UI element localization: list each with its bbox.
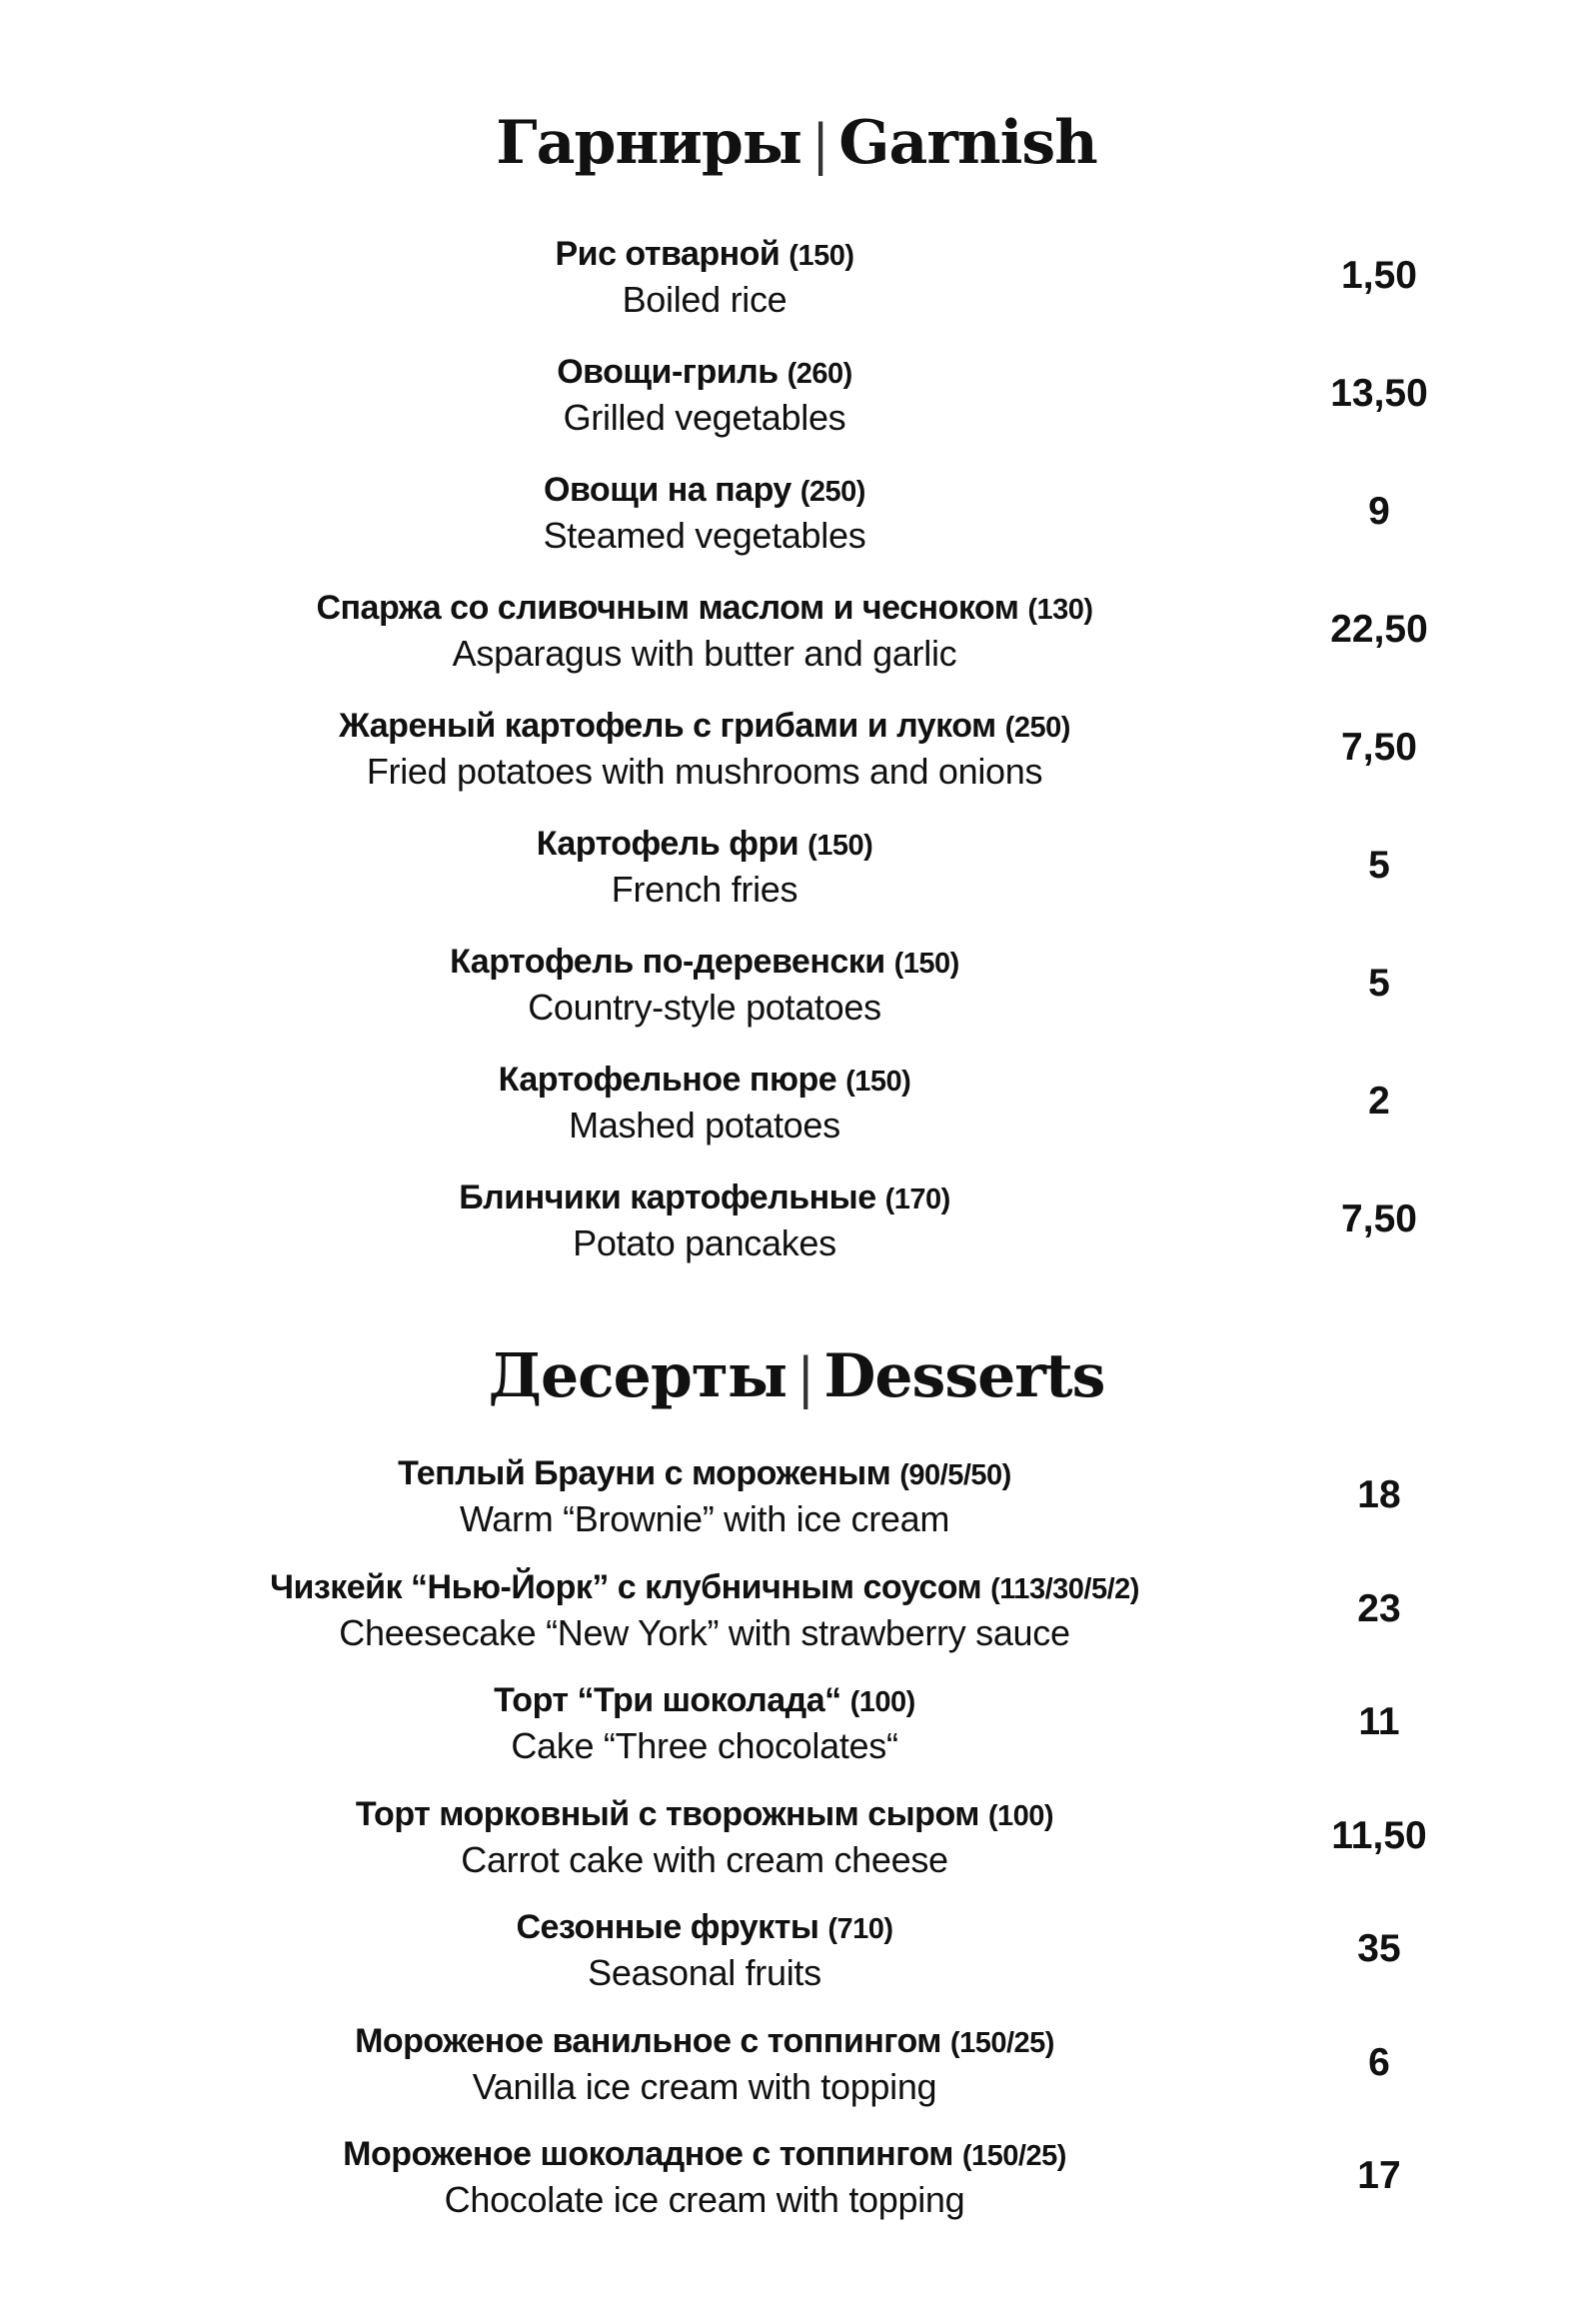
item-name-line (205, 1565, 1204, 1611)
item-weight: (130) (1027, 594, 1093, 626)
item-name: Сезонные фрукты (516, 1908, 819, 1946)
menu-item (0, 232, 1593, 350)
item-weight: (150/25) (949, 2026, 1054, 2059)
item-name: Торт “Три шоколада“ (494, 1681, 841, 1719)
title-separator: | (796, 1346, 814, 1409)
item-price: 23 (1357, 1586, 1401, 1630)
item-weight: (90/5/50) (899, 1459, 1011, 1491)
item-name-line (205, 1175, 1204, 1221)
menu-item (0, 1678, 1593, 1792)
item-price: 5 (1368, 962, 1390, 1005)
item-description: Boiled rice (622, 279, 788, 320)
item-description: Carrot cake with cream cheese (461, 1838, 948, 1880)
item-description: French fries (611, 869, 798, 910)
item-name: Мороженое шоколадное с топпингом (343, 2135, 953, 2173)
item-name: Блинчики картофельные (459, 1178, 876, 1216)
item-price: 5 (1368, 844, 1390, 887)
item-name-line (205, 2019, 1204, 2065)
item-weight: (150/25) (961, 2140, 1066, 2172)
item-description: Potato pancakes (573, 1222, 836, 1263)
item-name: Жареный картофель с грибами и луком (339, 707, 996, 745)
menu-item (0, 704, 1593, 822)
item-weight: (150) (789, 240, 854, 272)
menu-item (0, 940, 1593, 1058)
item-name-line (205, 468, 1204, 514)
item-price: 22,50 (1330, 608, 1428, 651)
item-text (205, 1451, 1204, 1541)
item-name: Чизкейк “Нью-Йорк” с клубничным соусом (270, 1567, 982, 1606)
item-weight: (710) (827, 1913, 893, 1945)
item-text (205, 232, 1204, 322)
item-price: 17 (1357, 2154, 1401, 2197)
menu-item (0, 1058, 1593, 1175)
item-name-line (205, 1451, 1204, 1497)
item-name: Теплый Брауни с мороженым (398, 1454, 891, 1492)
item-name-line (205, 1792, 1204, 1838)
item-name: Картофель фри (536, 825, 799, 863)
item-name: Рис отварной (555, 235, 781, 273)
section-title-desserts (0, 1341, 1593, 1411)
item-text (205, 1678, 1204, 1768)
item-price: 7,50 (1341, 1197, 1417, 1240)
item-description: Asparagus with butter and garlic (452, 633, 957, 674)
item-description: Vanilla ice cream with topping (472, 2065, 937, 2107)
item-weight: (260) (787, 358, 852, 390)
item-text (205, 822, 1204, 912)
menu-item (0, 350, 1593, 468)
item-price: 18 (1357, 1473, 1401, 1516)
item-text (205, 1058, 1204, 1148)
item-name: Овощи на пару (544, 471, 792, 509)
item-description: Grilled vegetables (563, 397, 846, 438)
item-text (205, 2019, 1204, 2109)
item-price: 7,50 (1341, 726, 1417, 769)
item-name-line (205, 940, 1204, 986)
item-text (205, 1792, 1204, 1882)
title-ru: Гарниры (496, 108, 802, 178)
item-weight: (100) (987, 1799, 1054, 1832)
item-price: 9 (1368, 490, 1390, 533)
item-text (205, 1175, 1204, 1265)
menu-item (0, 822, 1593, 940)
item-weight: (113/30/5/2) (990, 1572, 1139, 1605)
item-description: Seasonal fruits (588, 1952, 821, 1993)
item-name-line (205, 232, 1204, 278)
item-name-line (205, 1678, 1204, 1724)
item-description: Cheesecake “New York” with strawberry sauce (339, 1611, 1070, 1653)
item-weight: (150) (807, 830, 873, 862)
item-weight: (100) (849, 1686, 915, 1718)
menu-item (0, 1565, 1593, 1679)
menu-item (0, 586, 1593, 704)
item-text (205, 704, 1204, 794)
item-price: 1,50 (1341, 254, 1417, 297)
item-name: Торт морковный с творожным сыром (355, 1794, 979, 1833)
item-price: 11 (1358, 1700, 1400, 1743)
item-price: 2 (1368, 1080, 1390, 1123)
item-price: 13,50 (1330, 372, 1428, 415)
item-name: Спаржа со сливочным маслом и чесноком (316, 589, 1019, 627)
title-en: Garnish (838, 108, 1097, 178)
item-description: Warm “Brownie” with ice cream (459, 1498, 950, 1539)
item-text (205, 468, 1204, 558)
item-text (205, 2132, 1204, 2222)
item-name-line (205, 1058, 1204, 1104)
item-name-line (205, 350, 1204, 396)
item-description: Country-style potatoes (528, 987, 881, 1028)
item-description: Chocolate ice cream with topping (444, 2179, 965, 2220)
item-weight: (150) (845, 1066, 911, 1098)
item-name-line (205, 822, 1204, 868)
section-title-garnish (0, 108, 1593, 178)
item-weight: (170) (884, 1183, 950, 1215)
item-price: 6 (1368, 2040, 1390, 2084)
item-price: 35 (1357, 1927, 1401, 1970)
item-weight: (150) (893, 948, 959, 980)
menu-item (0, 2019, 1593, 2133)
menu-item (0, 1792, 1593, 1906)
menu-item (0, 1175, 1593, 1293)
item-description: Mashed potatoes (569, 1105, 840, 1146)
item-text (205, 586, 1204, 676)
desserts-list (0, 1451, 1593, 2246)
menu-item (0, 468, 1593, 586)
item-name: Мороженое ванильное с топпингом (355, 2021, 941, 2060)
item-name-line (205, 1905, 1204, 1951)
title-en: Desserts (823, 1341, 1105, 1411)
item-name-line (205, 704, 1204, 750)
item-text (205, 350, 1204, 440)
item-name: Картофельное пюре (498, 1061, 837, 1099)
item-text (205, 940, 1204, 1030)
menu-item (0, 1451, 1593, 1565)
item-description: Cake “Three chocolates“ (511, 1725, 898, 1766)
item-name: Овощи-гриль (557, 353, 779, 391)
garnish-list (0, 232, 1593, 1293)
item-name-line (205, 586, 1204, 632)
menu-item (0, 2132, 1593, 2246)
item-description: Fried potatoes with mushrooms and onions (366, 751, 1043, 792)
menu-item (0, 1905, 1593, 2019)
item-text (205, 1905, 1204, 1995)
item-name: Картофель по-деревенски (450, 943, 885, 981)
item-weight: (250) (1004, 712, 1070, 744)
item-price: 11,50 (1331, 1813, 1427, 1857)
item-text (205, 1565, 1204, 1655)
item-weight: (250) (799, 476, 865, 508)
item-description: Steamed vegetables (543, 515, 866, 556)
title-separator: | (811, 113, 829, 176)
title-ru: Десерты (488, 1341, 788, 1411)
item-name-line (205, 2132, 1204, 2178)
